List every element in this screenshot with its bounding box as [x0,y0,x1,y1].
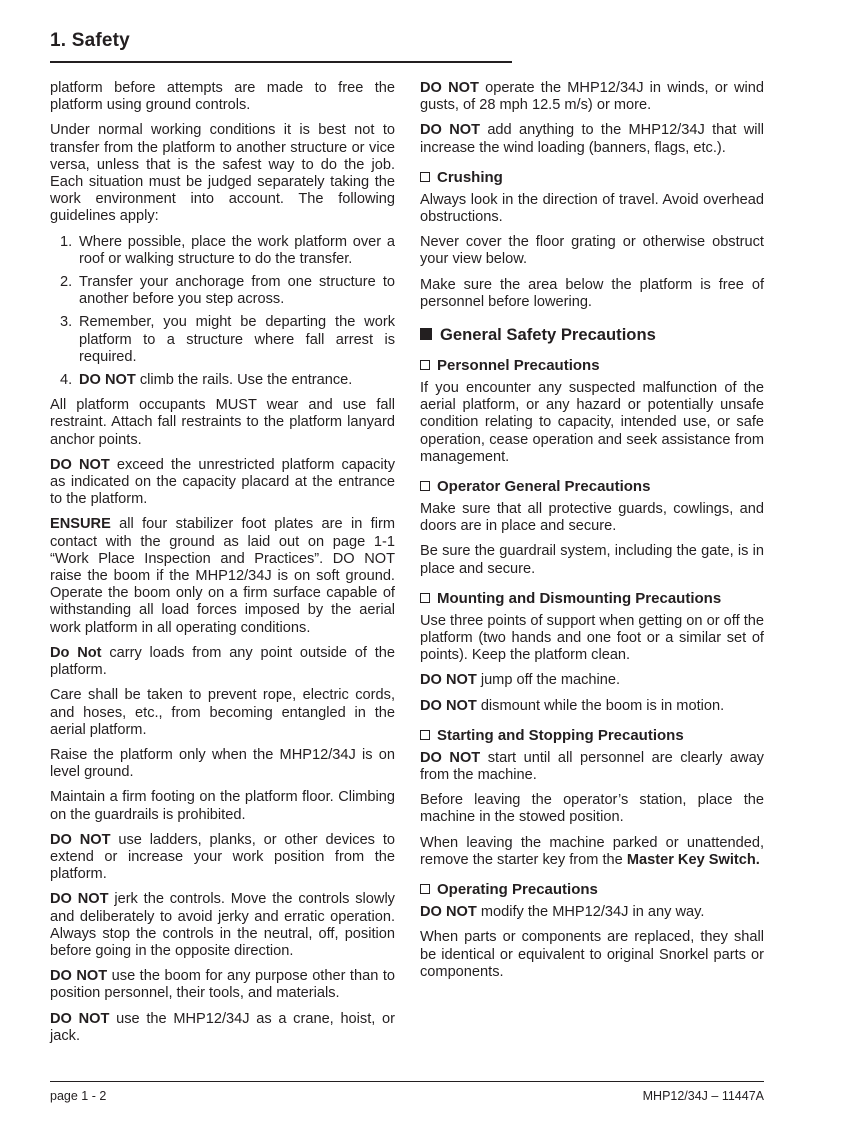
document-id: MHP12/34J – 11447A [642,1089,764,1103]
list-number: 4. [60,372,73,389]
paragraph [420,698,764,715]
subheading-text: Mounting and Dismounting Precautions [437,589,722,607]
subheading-text: Personnel Precautions [437,357,600,375]
subheading-crushing [420,169,764,187]
emphasis: DO NOT [50,1010,110,1027]
subheading-personnel [420,357,764,375]
paragraph: Never cover the floor grating or otherwise obstruct your view below. [420,234,764,268]
page-number: page 1 - 2 [50,1089,107,1103]
checkbox-square-icon [420,593,430,603]
subheading-text: Starting and Stopping Precautions [437,726,684,744]
checkbox-square-icon [420,481,430,491]
emphasis: DO NOT [420,697,477,714]
emphasis: DO NOT [420,122,481,139]
emphasis: Do Not [50,644,102,661]
section-heading-general [420,325,764,345]
list-number: 3. [60,314,73,331]
subheading-text: Operator General Precautions [437,478,651,496]
emphasis: DO NOT [50,831,111,848]
paragraph: Maintain a firm footing on the platform floor. Climbing on the guardrails is prohibited. [50,789,395,823]
paragraph: platform before attempts are made to free the platform using ground controls. [50,80,395,114]
paragraph-text: use the boom for any purpose other than to position personnel, their tools, and materials. [50,968,395,1002]
paragraph-text: When leaving the machine parked or unattended, remove the starter key from the [420,834,764,868]
paragraph [420,750,764,784]
list-item [50,372,395,389]
paragraph-text: jump off the machine. [476,672,621,689]
subheading-starting [420,727,764,745]
paragraph [50,832,395,884]
paragraph [420,672,764,689]
right-column [420,80,764,989]
emphasis: Master Key Switch. [626,851,760,868]
list-number: 1. [60,233,73,250]
emphasis: DO NOT [79,372,136,389]
paragraph [50,645,395,679]
paragraph-text: start until all personnel are clearly away from the machine. [420,749,764,784]
paragraph: Always look in the direction of travel. Avoid overhead obstructions. [420,191,764,226]
paragraph [50,891,395,960]
section-title: 1. Safety [50,30,130,51]
paragraph [420,904,764,921]
paragraph: All platform occupants MUST wear and use fall restraint. Attach fall restraints to the platform lanyard anchor points. [50,397,395,448]
section-heading-text: General Safety Precautions [440,325,656,345]
paragraph: Be sure the guardrail system, including the gate, is in place and secure. [420,543,764,577]
paragraph [420,835,764,869]
paragraph [50,457,395,509]
paragraph: When parts or components are replaced, they shall be identical or equivalent to original Snorkel parts or components. [420,929,764,980]
list-text: climb the rails. Use the entrance. [135,372,353,389]
paragraph [420,80,764,114]
paragraph: Care shall be taken to prevent rope, electric cords, and hoses, etc., from becoming entangled in the aerial platform. [50,687,395,738]
subheading-text: Operating Precautions [437,881,598,899]
subheading-operating [420,881,764,899]
paragraph: Make sure the area below the platform is free of personnel before lowering. [420,276,764,310]
paragraph-text: add anything to the MHP12/34J that will increase the wind loading (banners, flags, etc.). [420,122,764,156]
paragraph-text: carry loads from any point outside of the platform. [50,644,396,679]
list-text: Where possible, place the work platform over a roof or walking structure to do the transfer. [79,233,395,267]
paragraph: Make sure that all protective guards, cowlings, and doors are in place and secure. [420,501,764,535]
emphasis: DO NOT [50,968,108,985]
page-header [50,30,512,63]
list-text: Transfer your anchorage from one structure to another before you step across. [79,274,395,308]
emphasis: ENSURE [50,516,111,533]
paragraph-text: modify the MHP12/34J in any way. [476,904,705,921]
list-item [50,234,395,268]
subheading-operator [420,478,764,496]
paragraph: Under normal working conditions it is best not to transfer from the platform to another structure or vice versa, unless that is the safest way to do the job. Each situation must be judged separately taking the work environment into account. The following guidelines apply: [50,122,395,225]
emphasis: DO NOT [420,749,481,766]
emphasis: DO NOT [50,891,109,908]
footer-divider [50,1081,764,1082]
checkbox-square-icon [420,884,430,894]
emphasis: DO NOT [420,672,477,689]
checkbox-square-icon [420,730,430,740]
list-text: Remember, you might be departing the work platform to a structure where fall arrest is required. [79,314,395,365]
paragraph-text: operate the MHP12/34J in winds, or wind gusts, of 28 mph 12.5 m/s) or more. [420,80,764,114]
paragraph: Use three points of support when getting on or off the platform (two hands and one foot or a similar set of points). Keep the platform clean. [420,612,764,664]
left-column [50,80,395,1053]
paragraph: If you encounter any suspected malfunction of the aerial platform, or any hazard or potentially unsafe condition relating to capacity, intended use, or safe operation, cease operation and seek assistance from management. [420,380,764,465]
paragraph [50,516,395,636]
paragraph-text: all four stabilizer foot plates are in firm contact with the ground as laid out on page 1-1 “Work Place Inspection and Practices”. DO NOT raise the boom if the MHP12/34J is on soft ground. Operate the boom only on a firm surface capable of withstanding all load forces imposed by the aerial work platform in all operating conditions. [50,516,395,636]
emphasis: DO NOT [50,456,110,473]
emphasis: DO NOT [420,904,477,921]
emphasis: DO NOT [420,80,479,96]
paragraph: Raise the platform only when the MHP12/34J is on level ground. [50,746,395,781]
subheading-text: Crushing [437,168,503,186]
subheading-mounting [420,590,764,608]
paragraph [50,968,395,1002]
paragraph: Before leaving the operator’s station, place the machine in the stowed position. [420,792,764,826]
checkbox-square-icon [420,360,430,370]
list-item [50,314,395,366]
list-item [50,274,395,308]
paragraph-text: dismount while the boom is in motion. [476,697,725,714]
checkbox-square-icon [420,172,430,182]
paragraph-text: use ladders, planks, or other devices to extend or increase your work position from the platform. [50,831,395,883]
paragraph [420,122,764,156]
guideline-list [50,234,395,390]
paragraph-text: use the MHP12/34J as a crane, hoist, or jack. [50,1010,395,1044]
paragraph-text: exceed the unrestricted platform capacity as indicated on the capacity placard at the entrance to the platform. [50,456,395,508]
paragraph-text: jerk the controls. Move the controls slowly and deliberately to avoid jerky and erratic operation. Always stop the controls in the neutral, off, position before going in the opposite direction. [50,891,395,959]
filled-square-icon [420,328,432,340]
paragraph [50,1011,395,1045]
list-number: 2. [60,274,73,291]
